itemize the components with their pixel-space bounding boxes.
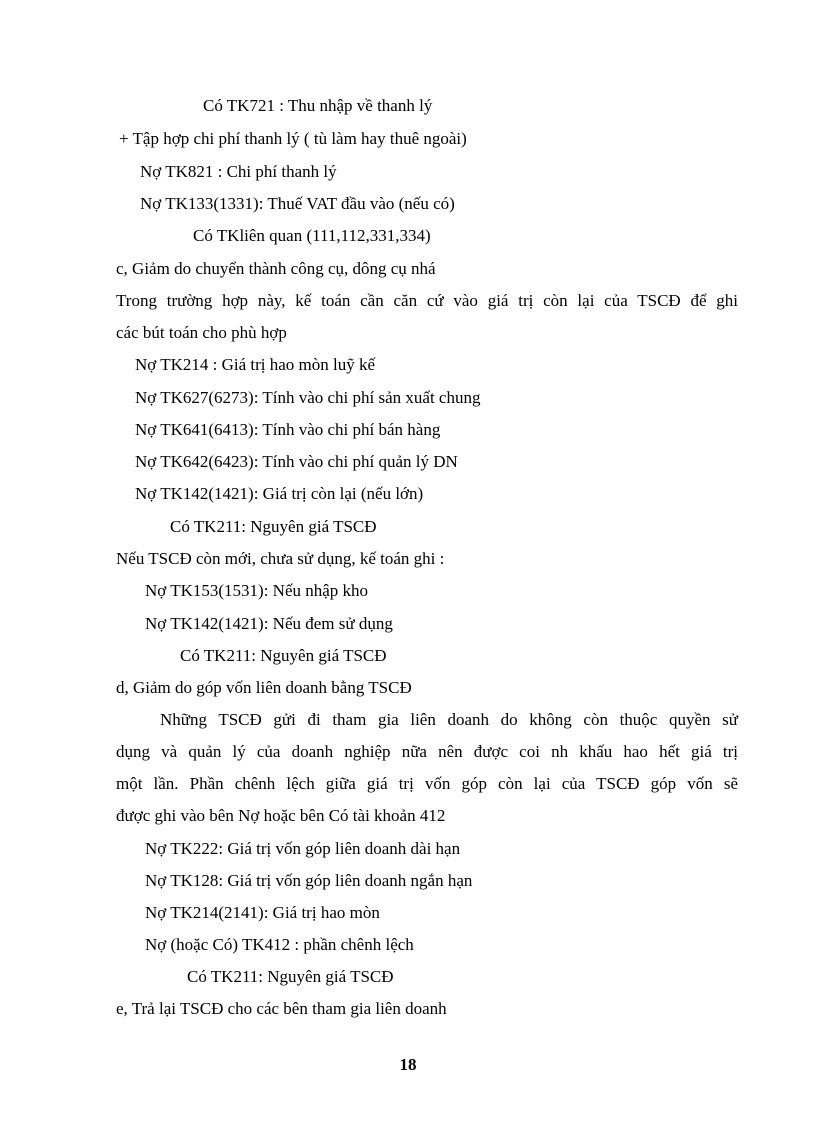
paragraph-d-line-1: Những TSCĐ gửi đi tham gia liên doanh do không còn thuộc quyền sử — [160, 710, 738, 729]
line-debit-tk642: Nợ TK642(6423): Tính vào chi phí quản lý DN — [135, 452, 458, 471]
line-debit-tk153: Nợ TK153(1531): Nếu nhập kho — [145, 581, 369, 600]
line-credit-related: Có TKliên quan (111,112,331,334) — [193, 226, 431, 245]
line-debit-tk128: Nợ TK128: Giá trị vốn góp liên doanh ngắn hạn — [145, 871, 473, 890]
section-c-heading: c, Giảm do chuyển thành công cụ, dông cụ nhá — [116, 259, 436, 278]
section-e-heading: e, Trả lại TSCĐ cho các bên tham gia liên doanh — [116, 999, 447, 1018]
paragraph-c-line-1: Trong trường hợp này, kế toán cần căn cứ vào giá trị còn lại của TSCĐ để ghi — [116, 291, 738, 310]
paragraph-d-line-3: một lần. Phần chênh lệch giữa giá trị vốn góp còn lại của TSCĐ góp vốn sẽ — [116, 774, 738, 793]
line-debit-tk821: Nợ TK821 : Chi phí thanh lý — [140, 162, 337, 181]
line-credit-tk211-b: Có TK211: Nguyên giá TSCĐ — [180, 646, 387, 665]
section-d-heading: d, Giảm do góp vốn liên doanh bằng TSCĐ — [116, 678, 412, 697]
paragraph-d-line-4: được ghi vào bên Nợ hoặc bên Có tài khoản 412 — [116, 806, 446, 825]
line-debit-tk142-use: Nợ TK142(1421): Nếu đem sử dụng — [145, 614, 393, 633]
line-debit-tk214: Nợ TK214 : Giá trị hao mòn luỹ kế — [135, 355, 376, 374]
line-debit-tk142: Nợ TK142(1421): Giá trị còn lại (nếu lớn) — [135, 484, 424, 503]
line-debit-tk641: Nợ TK641(6413): Tính vào chi phí bán hàng — [135, 420, 441, 439]
line-new-asset-note: Nếu TSCĐ còn mới, chưa sử dụng, kế toán ghi : — [116, 549, 445, 568]
line-credit-tk211: Có TK211: Nguyên giá TSCĐ — [170, 517, 377, 536]
line-tk412: Nợ (hoặc Có) TK412 : phần chênh lệch — [145, 935, 414, 954]
paragraph-c-line-2: các bút toán cho phù hợp — [116, 323, 287, 342]
paragraph-d-line-2: dụng và quản lý của doanh nghiệp nữa nên được coi nh khấu hao hết giá trị — [116, 742, 738, 761]
page-number: 18 — [399, 1055, 417, 1074]
line-gather-liquidation-cost: + Tập hợp chi phí thanh lý ( tù làm hay thuê ngoài) — [119, 129, 467, 148]
line-debit-tk222: Nợ TK222: Giá trị vốn góp liên doanh dài hạn — [145, 839, 461, 858]
line-debit-tk133: Nợ TK133(1331): Thuế VAT đầu vào (nếu có) — [140, 194, 455, 213]
line-debit-tk214-2141: Nợ TK214(2141): Giá trị hao mòn — [145, 903, 380, 922]
line-credit-tk211-c: Có TK211: Nguyên giá TSCĐ — [187, 967, 394, 986]
line-credit-tk721: Có TK721 : Thu nhập về thanh lý — [203, 96, 433, 115]
line-debit-tk627: Nợ TK627(6273): Tính vào chi phí sản xuất chung — [135, 388, 481, 407]
